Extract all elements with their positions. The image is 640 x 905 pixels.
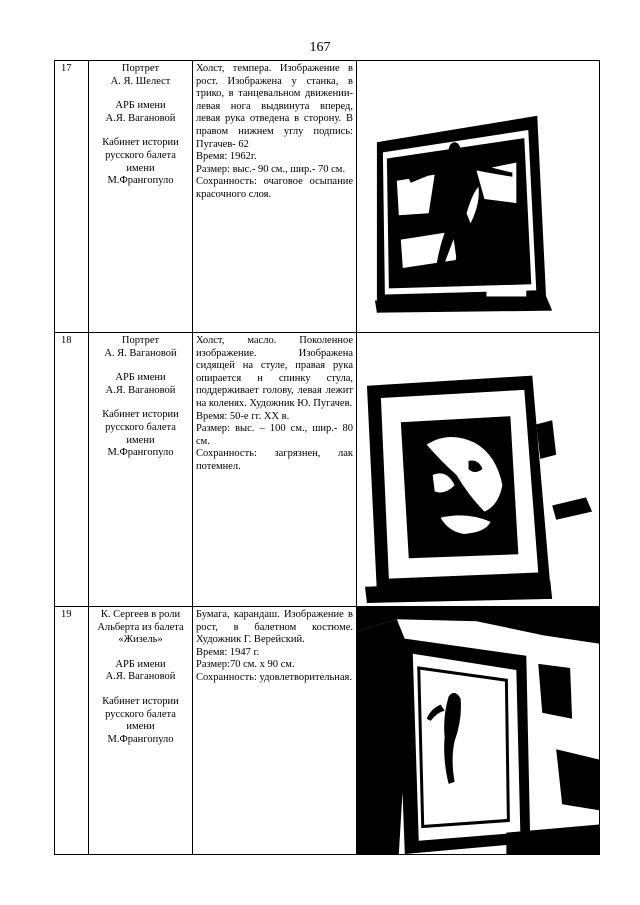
location: Кабинет истории русского балета имени М.Франгопуло — [102, 409, 179, 459]
portrait-vaganova-photo — [357, 333, 600, 607]
page-number: 167 — [309, 40, 331, 55]
condition-text: Сохранность: очаговое осыпание красочного слоя. — [196, 176, 353, 200]
description-text: Холст, темпера. Изображение в рост. Изображена у станка, в трико, в танцевальном движении- левая нога выдвинута вперед, левая рука отведена в сторону. В правом нижнем углу подпись: Пугачев- 62 — [196, 63, 353, 150]
drawing-sergeev-photo — [357, 607, 600, 855]
title-cell — [89, 333, 193, 607]
title-cell — [89, 61, 193, 333]
artwork-title: К. Сергеев в роли Альберта из балета «Жизель» — [97, 609, 184, 646]
title-cell — [89, 607, 193, 855]
portrait-shelest-image — [357, 61, 599, 332]
description-cell — [193, 61, 357, 333]
description-text: Бумага, карандаш. Изображение в рост, в балетном костюме. Художник Г. Верейский. — [196, 609, 353, 646]
table-row — [55, 61, 600, 333]
time-text: Время: 1947 г. — [196, 646, 260, 658]
description-text: Холст, масло. Поколенное изображение. Изображена сидящей на стуле, правая рука опирается н спинку стула, поддерживает голову, левая лежит на коленях. Художник Ю. Пугачев. — [196, 335, 353, 409]
owner: АРБ имени А.Я. Вагановой — [105, 372, 176, 396]
owner: АРБ имени А.Я. Вагановой — [105, 100, 176, 124]
size-text: Размер: выс.- 90 см., шир.- 70 см. — [196, 163, 346, 175]
table-row — [55, 607, 600, 855]
description-cell — [193, 333, 357, 607]
size-text: Размер:70 см. х 90 см. — [196, 659, 295, 671]
owner: АРБ имени А.Я. Вагановой — [105, 658, 176, 683]
row-number: 17 — [55, 61, 89, 333]
location: Кабинет истории русского балета имени М.Франгопуло — [102, 695, 179, 745]
portrait-shelest-photo — [357, 61, 600, 333]
artwork-title: Портрет А. Я. Шелест — [110, 63, 171, 87]
time-text: Время: 50-е гг. XX в. — [196, 410, 290, 422]
size-text: Размер: выс. – 100 см., шир.- 80 см. — [196, 423, 353, 447]
table-row — [55, 333, 600, 607]
drawing-sergeev-image — [357, 607, 599, 854]
condition-text: Сохранность: удовлетворительная. — [196, 671, 352, 683]
location: Кабинет истории русского балета имени М.Франгопуло — [102, 137, 179, 187]
condition-text: Сохранность: загрязнен, лак потемнел. — [196, 448, 353, 472]
time-text: Время: 1962г. — [196, 151, 257, 163]
portrait-vaganova-image — [357, 333, 599, 606]
catalog-table — [54, 60, 600, 855]
row-number: 18 — [55, 333, 89, 607]
artwork-title: Портрет А. Я. Вагановой — [104, 335, 177, 359]
description-cell — [193, 607, 357, 855]
row-number: 19 — [55, 607, 89, 855]
